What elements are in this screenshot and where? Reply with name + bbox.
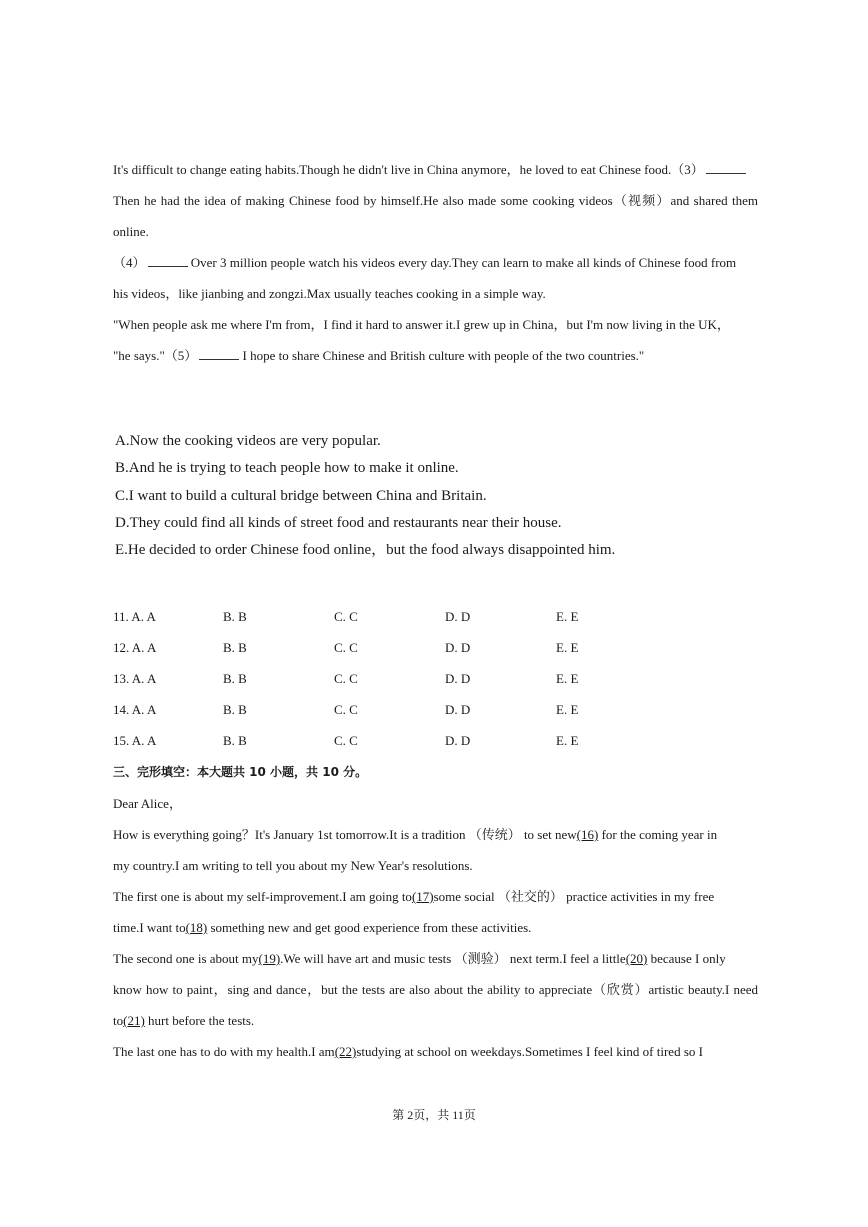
cloze-text: hurt before the tests. — [144, 1013, 255, 1028]
cloze-section — [113, 757, 758, 1067]
option-c: C.I want to build a cultural bridge between China and Britain. — [115, 487, 487, 504]
answer-row — [113, 663, 713, 694]
cloze-text: for the coming year in — [598, 827, 718, 842]
answer-blank-4 — [148, 254, 188, 267]
passage-line — [113, 154, 758, 185]
cloze-text: The first one is about my self-improvement.I am going to — [113, 889, 412, 904]
passage-line: "When people ask me where I'm from，I find it hard to answer it.I grew up in China，but I'm now living in the UK， — [113, 317, 730, 332]
blank-17: (17) — [411, 889, 434, 904]
answer-choice: E. E — [556, 671, 579, 686]
cloze-line — [113, 943, 758, 974]
option-d: D.They could find all kinds of street food and restaurants near their house. — [115, 514, 562, 531]
option-e: E.He decided to order Chinese food online，but the food always disappointed him. — [115, 542, 616, 559]
cloze-line — [113, 819, 758, 850]
answer-choice: B. B — [223, 702, 247, 717]
answer-choice: C. C — [334, 733, 358, 748]
passage-text: （4） — [113, 255, 146, 270]
cloze-line — [113, 881, 758, 912]
answer-blank-5 — [199, 347, 239, 360]
answer-choice: D. D — [445, 609, 471, 624]
answer-choice: C. C — [334, 640, 358, 655]
blank-19: (19) — [258, 951, 281, 966]
blank-20: (20) — [625, 951, 648, 966]
answer-choice: C. C — [334, 671, 358, 686]
cloze-text: time.I want to — [113, 920, 186, 935]
passage-line — [113, 247, 758, 278]
passage-text: I hope to share Chinese and British culture with people of the two countries." — [239, 348, 645, 363]
answer-blank-3 — [706, 161, 746, 174]
answer-grid — [113, 601, 713, 756]
answer-choice: B. B — [223, 609, 247, 624]
passage-text: It's difficult to change eating habits.Though he didn't live in China anymore，he loved to eat Chinese food.（3） — [113, 162, 704, 177]
passage-line: Then he had the idea of making Chinese food by himself.He also made some cooking videos（视频）and shared them — [113, 193, 758, 208]
answer-row — [113, 694, 713, 725]
answer-choice: E. E — [556, 609, 579, 624]
answer-choice: 15. A. A — [113, 733, 157, 748]
answer-choice: 11. A. A — [113, 609, 156, 624]
blank-22: (22) — [334, 1044, 357, 1059]
answer-choice: B. B — [223, 733, 247, 748]
cloze-text: something new and get good experience from these activities. — [207, 920, 532, 935]
cloze-text: How is everything going？It's January 1st tomorrow.It is a tradition （传统） to set new — [113, 827, 577, 842]
cloze-line: my country.I am writing to tell you about my New Year's resolutions. — [113, 858, 473, 873]
answer-choice: D. D — [445, 640, 471, 655]
cloze-line — [113, 912, 758, 943]
answer-row — [113, 601, 713, 632]
answer-choice: D. D — [445, 702, 471, 717]
answer-choice: 14. A. A — [113, 702, 157, 717]
blank-18: (18) — [185, 920, 208, 935]
passage-line — [113, 340, 758, 371]
answer-row — [113, 632, 713, 663]
cloze-text: The last one has to do with my health.I am — [113, 1044, 335, 1059]
cloze-line: know how to paint，sing and dance，but the tests are also about the ability to appreciate（欣赏）artistic beauty.I need — [113, 982, 758, 997]
option-a: A.Now the cooking videos are very popular. — [115, 433, 381, 449]
option-list — [115, 428, 615, 564]
answer-choice: B. B — [223, 640, 247, 655]
answer-choice: B. B — [223, 671, 247, 686]
answer-choice: 12. A. A — [113, 640, 157, 655]
passage-text: "he says."（5） — [113, 348, 198, 363]
cloze-text: studying at school on weekdays.Sometimes I feel kind of tired so I — [356, 1044, 703, 1059]
cloze-line — [113, 1005, 758, 1036]
cloze-text: The second one is about my — [113, 951, 259, 966]
answer-choice: C. C — [334, 609, 358, 624]
passage-line: his videos，like jianbing and zongzi.Max usually teaches cooking in a simple way. — [113, 286, 546, 301]
answer-choice: E. E — [556, 702, 579, 717]
answer-choice: E. E — [556, 733, 579, 748]
passage-text: Over 3 million people watch his videos every day.They can learn to make all kinds of Chinese food from — [187, 255, 737, 270]
cloze-text: because I only — [647, 951, 726, 966]
page-footer: 第 2页，共 11页 — [392, 1108, 476, 1122]
passage-line: online. — [113, 224, 149, 239]
cloze-text: to — [113, 1013, 124, 1028]
letter-greeting: Dear Alice， — [113, 796, 182, 811]
section-heading: 三、完形填空：本大题共 10 小题，共 10 分。 — [113, 765, 368, 779]
option-b: B.And he is trying to teach people how to make it online. — [115, 460, 459, 477]
cloze-text: .We will have art and music tests （测验） next term.I feel a little — [280, 951, 626, 966]
answer-choice: D. D — [445, 671, 471, 686]
answer-choice: E. E — [556, 640, 579, 655]
cloze-text: some social （社交的） practice activities in my free — [433, 889, 715, 904]
blank-16: (16) — [576, 827, 599, 842]
cloze-line — [113, 1036, 758, 1067]
answer-choice: C. C — [334, 702, 358, 717]
answer-row — [113, 725, 713, 756]
answer-choice: D. D — [445, 733, 471, 748]
answer-choice: 13. A. A — [113, 671, 157, 686]
passage — [113, 154, 758, 371]
blank-21: (21) — [123, 1013, 145, 1028]
